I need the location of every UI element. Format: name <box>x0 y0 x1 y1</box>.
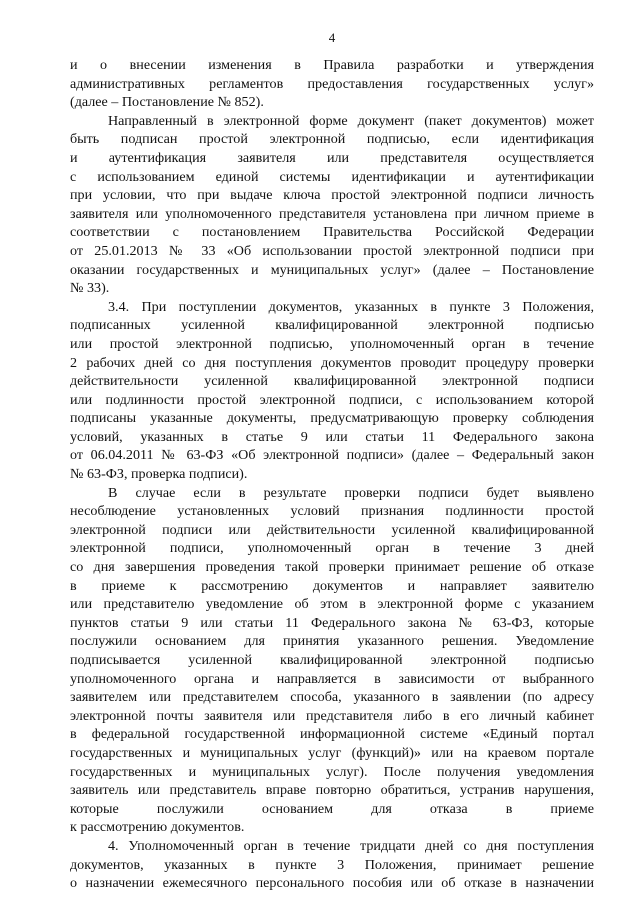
text-line: несоблюдение установленных условий признания подлинности простой <box>70 503 594 520</box>
text-line: заявитель или представитель вправе повторно обратиться, устранив нарушения, <box>70 782 594 799</box>
text-line: условий, указанных в статье 9 или статьи 11 Федерального закона <box>70 428 594 445</box>
text-line: от 25.01.2013 № 33 «Об использовании простой электронной подписи при <box>70 242 594 259</box>
text-line: заявителем или представителем способа, указанного в заявлении (по адресу <box>70 689 594 706</box>
text-line: или представителю уведомление об этом в электронной форме с указанием <box>70 596 594 613</box>
text-line: соответствии с постановлением Правительства Российской Федерации <box>70 224 594 241</box>
text-line: оказании государственных и муниципальных услуг» (далее – Постановление <box>70 261 594 278</box>
paragraph <box>70 484 594 837</box>
text-line: документов, указанных в пункте 3 Положения, принимает решение <box>70 856 594 873</box>
text-line: В случае если в результате проверки подписи будет выявлено <box>108 484 594 501</box>
text-line: 3.4. При поступлении документов, указанных в пункте 3 Положения, <box>108 298 594 315</box>
document-body <box>70 56 594 893</box>
text-line: послужили основанием для принятия указанного решения. Уведомление <box>70 633 594 650</box>
text-line: о назначении ежемесячного персонального пособия или об отказе в назначении <box>70 875 594 892</box>
text-line: которые послужили основанием для отказа в приеме <box>70 800 594 817</box>
text-line: заявителя или уполномоченного представителя установлена при личном приеме в <box>70 205 594 222</box>
text-line: и аутентификация заявителя или представителя осуществляется <box>70 149 594 166</box>
text-line: в федеральной государственной информационной системе «Единый портал <box>70 726 594 743</box>
text-line: электронной почты заявителя или представителя либо в его личный кабинет <box>70 707 594 724</box>
text-line: от 06.04.2011 № 63-ФЗ «Об электронной подписи» (далее – Федеральный закон <box>70 447 594 464</box>
text-line: электронной подписи или действительности усиленной квалифицированной <box>70 521 594 538</box>
text-line: государственных и муниципальных услуг (функций)» или на краевом портале <box>70 744 594 761</box>
text-line: пунктов статьи 9 или статьи 11 Федерального закона № 63-ФЗ, которые <box>70 614 594 631</box>
text-line: и о внесении изменения в Правила разработки и утверждения <box>70 57 594 73</box>
page-number: 4 <box>328 30 336 45</box>
paragraph <box>70 837 594 893</box>
text-line: или подлинности простой электронной подписи, с использованием которой <box>70 391 594 408</box>
text-line: подписанных усиленной квалифицированной электронной подписью <box>70 317 594 334</box>
text-line: или простой электронной подписью, уполномоченный орган в течение <box>70 335 594 352</box>
text-line: административных регламентов предоставления государственных услуг» <box>70 75 594 92</box>
text-line: государственных и муниципальных услуг). После получения уведомления <box>70 763 594 780</box>
text-line: при условии, что при выдаче ключа простой электронной подписи личность <box>70 187 594 204</box>
paragraph <box>70 56 594 112</box>
text-line: 4. Уполномоченный орган в течение тридцати дней со дня поступления <box>108 837 594 854</box>
paragraph <box>70 112 594 298</box>
text-line: Направленный в электронной форме документ (пакет документов) может <box>108 112 594 129</box>
text-line: в приеме к рассмотрению документов и направляет заявителю <box>70 577 594 594</box>
text-line: быть подписан простой электронной подписью, если идентификация <box>70 131 594 148</box>
text-line: со дня завершения проведения такой проверки принимает решение об отказе <box>70 559 594 576</box>
text-line: электронной подписи, уполномоченный орган в течение 3 дней <box>70 540 594 557</box>
text-line: № 63-ФЗ, проверка подписи). <box>70 466 248 483</box>
text-line: подписывается усиленной квалифицированной электронной подписью <box>70 652 594 668</box>
text-line: с использованием единой системы идентификации и аутентификации <box>70 168 594 185</box>
paragraph <box>70 298 594 484</box>
text-line: подписаны указанные документы, предусматривающую проверку соблюдения <box>70 410 594 427</box>
text-line: действительности усиленной квалифицированной электронной подписи <box>70 373 594 390</box>
text-line: уполномоченного органа и направляется в зависимости от выбранного <box>70 670 594 687</box>
text-line: 2 рабочих дней со дня поступления документов проводит процедуру проверки <box>70 354 594 371</box>
text-line: к рассмотрению документов. <box>70 819 245 836</box>
text-line: № 33). <box>70 280 110 297</box>
text-line: (далее – Постановление № 852). <box>70 94 264 111</box>
